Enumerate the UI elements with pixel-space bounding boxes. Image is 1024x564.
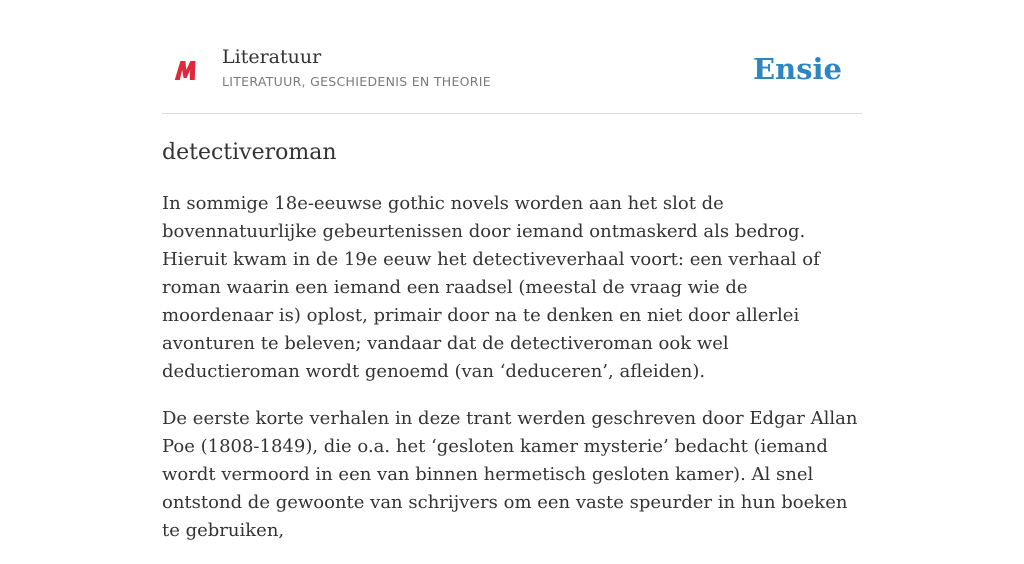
m-logo-icon[interactable]	[172, 57, 198, 83]
ensie-brand-link[interactable]: Ensie	[753, 52, 842, 86]
article-paragraph: De eerste korte verhalen in deze trant werden geschreven door Edgar Allan Poe (1808-1849), die o.a. het ‘gesloten kamer mysterie’ bedacht (iemand wordt vermoord in een van binnen hermetisch gesloten kamer). Al snel ontstond de gewoonte van schrijvers om een vaste speurder in hun boeken te gebruiken,	[162, 408, 858, 541]
site-subtitle: LITERATUUR, GESCHIEDENIS EN THEORIE	[222, 74, 491, 89]
article-title: detectiveroman	[162, 140, 337, 165]
content-container	[162, 0, 862, 541]
site-title[interactable]: Literatuur	[222, 46, 322, 68]
article-paragraph: In sommige 18e-eeuwse gothic novels worden aan het slot de bovennatuurlijke gebeurtenissen door iemand ontmaskerd als bedrog. Hieruit kwam in de 19e eeuw het detectiveverhaal voort: een verhaal of roman waarin een iemand een raadsel (meestal de vraag wie de moordenaar is) oplost, primair door na te denken en niet door allerlei avonturen te beleven; vandaar dat de detectiveroman ook wel deductieroman wordt genoemd (van ‘deduceren’, afleiden).	[162, 193, 820, 382]
article-body	[162, 190, 862, 564]
site-header	[162, 0, 862, 114]
